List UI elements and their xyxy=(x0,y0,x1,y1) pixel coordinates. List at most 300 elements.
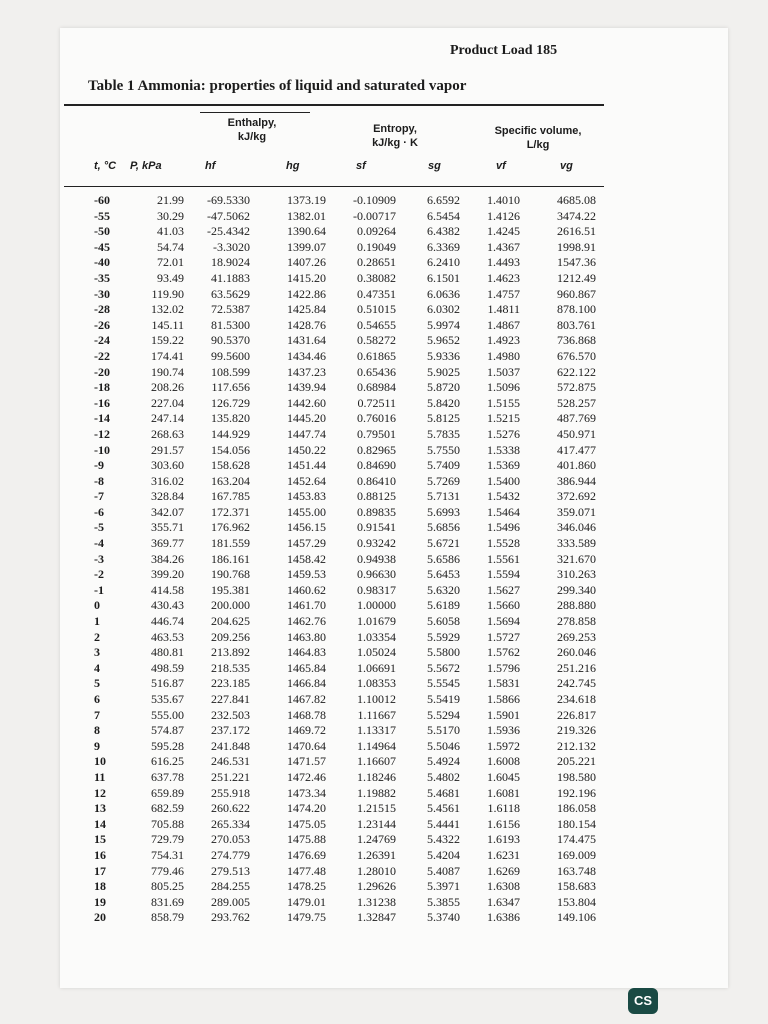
cell-vf: 1.4623 xyxy=(487,270,520,285)
table-row xyxy=(0,193,768,209)
cell-vg: 4685.08 xyxy=(557,193,596,207)
cell-p: 779.46 xyxy=(151,863,184,878)
cell-t: 2 xyxy=(94,629,100,644)
col-header-vg: vg xyxy=(560,160,573,172)
cell-sf: 1.10012 xyxy=(357,692,396,706)
cell-sf: 1.26391 xyxy=(357,847,396,862)
cell-sf: 0.91541 xyxy=(357,520,396,535)
cell-vf: 1.6193 xyxy=(487,832,520,847)
cell-sg: 5.4802 xyxy=(427,769,460,784)
cell-hg: 1475.05 xyxy=(287,816,326,831)
cell-hf: 289.005 xyxy=(211,894,250,909)
cell-hg: 1460.62 xyxy=(287,582,326,597)
cell-p: 463.53 xyxy=(151,629,184,644)
cell-p: 399.20 xyxy=(151,567,184,582)
cell-hf: 135.820 xyxy=(211,411,250,426)
cell-vg: 487.769 xyxy=(557,411,596,426)
table-row xyxy=(0,536,768,552)
table-row xyxy=(0,552,768,568)
cell-vf: 1.4367 xyxy=(487,239,520,254)
cell-p: 616.25 xyxy=(151,754,184,769)
cell-vg: 260.046 xyxy=(557,645,596,660)
cell-sf: 0.72511 xyxy=(357,395,396,410)
cell-sg: 5.6856 xyxy=(427,520,460,535)
cell-t: 6 xyxy=(94,692,100,706)
cell-sg: 5.5800 xyxy=(427,645,460,660)
cell-hg: 1437.23 xyxy=(287,364,326,379)
cell-sf: 0.65436 xyxy=(357,364,396,379)
table-row xyxy=(0,505,768,521)
cell-hf: 223.185 xyxy=(211,676,250,691)
cell-t: -24 xyxy=(94,333,110,348)
cell-t: -26 xyxy=(94,317,110,332)
cell-hf: -3.3020 xyxy=(213,239,250,254)
cell-sg: 6.1501 xyxy=(427,270,460,285)
table-body xyxy=(0,193,768,926)
cell-t: -8 xyxy=(94,473,104,488)
cell-vf: 1.5096 xyxy=(487,380,520,395)
cell-hg: 1475.88 xyxy=(287,832,326,847)
cell-hf: 190.768 xyxy=(211,567,250,582)
cell-p: 805.25 xyxy=(151,879,184,894)
cell-hf: 72.5387 xyxy=(211,302,250,317)
top-rule xyxy=(64,104,604,106)
volume-group-header xyxy=(478,124,598,152)
table-row xyxy=(0,411,768,427)
table-row xyxy=(0,895,768,911)
cell-p: 384.26 xyxy=(151,551,184,566)
cell-t: 17 xyxy=(94,863,106,878)
cell-t: 13 xyxy=(94,801,106,816)
cell-hg: 1474.20 xyxy=(287,801,326,816)
cell-sg: 5.8720 xyxy=(427,380,460,395)
table-row xyxy=(0,817,768,833)
cell-vg: 158.683 xyxy=(557,879,596,894)
cell-vg: 288.880 xyxy=(557,598,596,613)
cell-sf: 1.32847 xyxy=(357,910,396,925)
cell-t: -6 xyxy=(94,504,104,519)
cell-sf: 0.28651 xyxy=(357,255,396,270)
cell-sg: 5.7269 xyxy=(427,473,460,488)
cell-vf: 1.5561 xyxy=(487,551,520,566)
cell-vg: 572.875 xyxy=(557,380,596,395)
cell-hg: 1407.26 xyxy=(287,255,326,270)
cell-t: -9 xyxy=(94,458,104,473)
cell-hg: 1464.83 xyxy=(287,645,326,660)
cell-p: 480.81 xyxy=(151,645,184,660)
cell-hf: -25.4342 xyxy=(207,224,250,239)
cell-hf: 284.255 xyxy=(211,879,250,894)
cell-vf: 1.6308 xyxy=(487,879,520,894)
cell-sg: 5.4561 xyxy=(427,801,460,816)
cell-sf: 1.23144 xyxy=(357,816,396,831)
cell-sf: 1.18246 xyxy=(357,769,396,784)
cell-t: -1 xyxy=(94,582,104,597)
cell-vf: 1.4757 xyxy=(487,286,520,301)
table-row xyxy=(0,474,768,490)
cell-sg: 5.5419 xyxy=(427,692,460,706)
table-row xyxy=(0,520,768,536)
cell-t: 16 xyxy=(94,847,106,862)
cell-vg: 251.216 xyxy=(557,660,596,675)
cell-sg: 5.4441 xyxy=(427,816,460,831)
table-row xyxy=(0,271,768,287)
cell-vf: 1.6156 xyxy=(487,816,520,831)
cell-p: 516.87 xyxy=(151,676,184,691)
cell-vf: 1.5901 xyxy=(487,707,520,722)
enthalpy-group-header xyxy=(212,116,292,144)
cell-hg: 1452.64 xyxy=(287,473,326,488)
cell-p: 247.14 xyxy=(151,411,184,426)
cell-hf: 279.513 xyxy=(211,863,250,878)
cell-hf: 227.841 xyxy=(211,692,250,706)
cell-t: -28 xyxy=(94,302,110,317)
cell-vf: 1.4245 xyxy=(487,224,520,239)
cell-sg: 5.7131 xyxy=(427,489,460,504)
table-row xyxy=(0,458,768,474)
cell-hf: 270.053 xyxy=(211,832,250,847)
cell-vg: 878.100 xyxy=(557,302,596,317)
cell-sf: 0.58272 xyxy=(357,333,396,348)
cell-p: 268.63 xyxy=(151,426,184,441)
cell-hf: 108.599 xyxy=(211,364,250,379)
cell-sf: 0.19049 xyxy=(357,239,396,254)
cell-vg: 803.761 xyxy=(557,317,596,332)
cell-hf: 126.729 xyxy=(211,395,250,410)
cell-t: 19 xyxy=(94,894,106,909)
table-row xyxy=(0,287,768,303)
table-row xyxy=(0,380,768,396)
cell-sf: 0.61865 xyxy=(357,348,396,363)
cell-hg: 1470.64 xyxy=(287,738,326,753)
cell-sg: 5.9336 xyxy=(427,348,460,363)
cell-hf: 209.256 xyxy=(211,629,250,644)
cell-hf: 90.5370 xyxy=(211,333,250,348)
table-row xyxy=(0,427,768,443)
cell-p: 93.49 xyxy=(157,270,184,285)
cell-sg: 5.6453 xyxy=(427,567,460,582)
cell-t: -2 xyxy=(94,567,104,582)
entropy-unit: kJ/kg · K xyxy=(372,137,418,149)
cell-hf: 246.531 xyxy=(211,754,250,769)
cell-vg: 2616.51 xyxy=(557,224,596,239)
table-row xyxy=(0,910,768,926)
cell-sf: 0.68984 xyxy=(357,380,396,395)
table-row xyxy=(0,708,768,724)
cell-hf: 204.625 xyxy=(211,614,250,629)
cell-t: 0 xyxy=(94,598,100,613)
header-bottom-rule xyxy=(64,186,604,187)
cell-t: -18 xyxy=(94,380,110,395)
cell-hg: 1445.20 xyxy=(287,411,326,426)
cell-hg: 1434.46 xyxy=(287,348,326,363)
cell-hf: 167.785 xyxy=(211,489,250,504)
cell-vg: 180.154 xyxy=(557,816,596,831)
cell-vg: 205.221 xyxy=(557,754,596,769)
cell-hg: 1469.72 xyxy=(287,723,326,738)
cell-vg: 299.340 xyxy=(557,582,596,597)
cell-p: 190.74 xyxy=(151,364,184,379)
cell-vf: 1.4923 xyxy=(487,333,520,348)
cell-p: 119.90 xyxy=(151,286,184,301)
cell-hf: 63.5629 xyxy=(211,286,250,301)
table-row xyxy=(0,676,768,692)
cell-hf: 293.762 xyxy=(211,910,250,925)
cell-sf: 0.86410 xyxy=(357,473,396,488)
cell-hf: 117.656 xyxy=(211,380,250,395)
cell-vg: 450.971 xyxy=(557,426,596,441)
cell-hg: 1456.15 xyxy=(287,520,326,535)
cell-vf: 1.5694 xyxy=(487,614,520,629)
cell-sg: 5.7409 xyxy=(427,458,460,473)
cell-sg: 5.5170 xyxy=(427,723,460,738)
cell-sg: 6.6592 xyxy=(427,193,460,207)
cell-p: 145.11 xyxy=(151,317,184,332)
cell-p: 72.01 xyxy=(157,255,184,270)
cell-vg: 359.071 xyxy=(557,504,596,519)
cell-hg: 1463.80 xyxy=(287,629,326,644)
cell-t: -3 xyxy=(94,551,104,566)
cell-vf: 1.4126 xyxy=(487,208,520,223)
cell-sf: 0.76016 xyxy=(357,411,396,426)
cell-hf: 232.503 xyxy=(211,707,250,722)
cell-t: -45 xyxy=(94,239,110,254)
cell-hf: 81.5300 xyxy=(211,317,250,332)
cell-hg: 1465.84 xyxy=(287,660,326,675)
cell-sg: 5.6993 xyxy=(427,504,460,519)
cell-sg: 5.5672 xyxy=(427,660,460,675)
cell-hg: 1382.01 xyxy=(287,208,326,223)
cell-sf: 1.24769 xyxy=(357,832,396,847)
table-row xyxy=(0,365,768,381)
cell-hf: 186.161 xyxy=(211,551,250,566)
cell-t: 8 xyxy=(94,723,100,738)
cell-vf: 1.4811 xyxy=(487,302,520,317)
table-row xyxy=(0,645,768,661)
cell-sf: 1.00000 xyxy=(357,598,396,613)
cell-t: -12 xyxy=(94,426,110,441)
cell-vg: 346.046 xyxy=(557,520,596,535)
table-row xyxy=(0,333,768,349)
table-row xyxy=(0,489,768,505)
cell-sg: 5.4087 xyxy=(427,863,460,878)
cell-hg: 1459.53 xyxy=(287,567,326,582)
cell-sg: 5.6320 xyxy=(427,582,460,597)
cell-vf: 1.5155 xyxy=(487,395,520,410)
cell-hg: 1442.60 xyxy=(287,395,326,410)
cell-hg: 1455.00 xyxy=(287,504,326,519)
cell-t: 20 xyxy=(94,910,106,925)
cell-vf: 1.5400 xyxy=(487,473,520,488)
cell-vf: 1.5936 xyxy=(487,723,520,738)
cell-sf: 0.89835 xyxy=(357,504,396,519)
cell-vg: 333.589 xyxy=(557,536,596,551)
cell-sf: 1.08353 xyxy=(357,676,396,691)
cell-hg: 1415.20 xyxy=(287,270,326,285)
cell-p: 227.04 xyxy=(151,395,184,410)
cell-vg: 321.670 xyxy=(557,551,596,566)
cell-vg: 278.858 xyxy=(557,614,596,629)
cell-hf: 154.056 xyxy=(211,442,250,457)
cell-hg: 1425.84 xyxy=(287,302,326,317)
cell-hg: 1476.69 xyxy=(287,847,326,862)
cell-p: 729.79 xyxy=(151,832,184,847)
table-row xyxy=(0,770,768,786)
cell-p: 637.78 xyxy=(151,769,184,784)
cell-hg: 1471.57 xyxy=(287,754,326,769)
cell-hf: 237.172 xyxy=(211,723,250,738)
cell-p: 174.41 xyxy=(151,348,184,363)
cell-hg: 1477.48 xyxy=(287,863,326,878)
cell-t: 15 xyxy=(94,832,106,847)
entropy-group-header xyxy=(350,122,440,150)
cell-vf: 1.6269 xyxy=(487,863,520,878)
cell-sg: 6.2410 xyxy=(427,255,460,270)
cell-p: 414.58 xyxy=(151,582,184,597)
cell-hf: 18.9024 xyxy=(211,255,250,270)
cell-hg: 1431.64 xyxy=(287,333,326,348)
cell-vf: 1.5528 xyxy=(487,536,520,551)
cell-t: 10 xyxy=(94,754,106,769)
cell-sf: 1.14964 xyxy=(357,738,396,753)
table-row xyxy=(0,661,768,677)
cell-hf: 158.628 xyxy=(211,458,250,473)
cell-sg: 5.6189 xyxy=(427,598,460,613)
cell-sg: 5.5545 xyxy=(427,676,460,691)
cell-p: 291.57 xyxy=(151,442,184,457)
cell-sf: 1.19882 xyxy=(357,785,396,800)
cell-sf: 0.79501 xyxy=(357,426,396,441)
cell-hf: 265.334 xyxy=(211,816,250,831)
cell-hf: 181.559 xyxy=(211,536,250,551)
cell-sg: 5.3740 xyxy=(427,910,460,925)
cell-p: 555.00 xyxy=(151,707,184,722)
cell-t: 9 xyxy=(94,738,100,753)
cell-vg: 234.618 xyxy=(557,692,596,706)
cell-sg: 5.8125 xyxy=(427,411,460,426)
cell-sf: 1.21515 xyxy=(357,801,396,816)
volume-unit: L/kg xyxy=(526,139,550,151)
cell-vf: 1.5762 xyxy=(487,645,520,660)
cell-sf: 1.05024 xyxy=(357,645,396,660)
cell-vg: 149.106 xyxy=(557,910,596,925)
cell-sf: 1.31238 xyxy=(357,894,396,909)
cell-t: -14 xyxy=(94,411,110,426)
cell-sf: 1.29626 xyxy=(357,879,396,894)
volume-label: Specific volume, xyxy=(494,125,582,137)
cell-vg: 269.253 xyxy=(557,629,596,644)
cell-t: -20 xyxy=(94,364,110,379)
cell-p: 682.59 xyxy=(151,801,184,816)
cell-p: 595.28 xyxy=(151,738,184,753)
cell-sf: 1.16607 xyxy=(357,754,396,769)
enthalpy-label: Enthalpy, xyxy=(227,117,277,129)
cell-sg: 6.3369 xyxy=(427,239,460,254)
cell-hg: 1479.01 xyxy=(287,894,326,909)
cell-hf: 144.929 xyxy=(211,426,250,441)
cell-vg: 1998.91 xyxy=(557,239,596,254)
cell-p: 831.69 xyxy=(151,894,184,909)
table-row xyxy=(0,567,768,583)
cell-sf: 0.88125 xyxy=(357,489,396,504)
cell-sf: -0.00717 xyxy=(353,208,396,223)
cell-sg: 5.9025 xyxy=(427,364,460,379)
col-header-sg: sg xyxy=(428,160,441,172)
cell-t: -10 xyxy=(94,442,110,457)
camscanner-badge: CS xyxy=(628,988,658,1014)
cell-sf: 0.54655 xyxy=(357,317,396,332)
cell-sf: 1.13317 xyxy=(357,723,396,738)
cell-sf: 0.09264 xyxy=(357,224,396,239)
enthalpy-group-rule xyxy=(200,112,310,113)
table-row xyxy=(0,255,768,271)
cell-t: 3 xyxy=(94,645,100,660)
cell-vg: 676.570 xyxy=(557,348,596,363)
cell-sg: 5.9652 xyxy=(427,333,460,348)
cell-t: -60 xyxy=(94,193,110,207)
cell-sg: 5.8420 xyxy=(427,395,460,410)
col-header-hf: hf xyxy=(205,160,216,172)
cell-vg: 417.477 xyxy=(557,442,596,457)
cell-t: -40 xyxy=(94,255,110,270)
cell-sf: 0.94938 xyxy=(357,551,396,566)
cell-p: 159.22 xyxy=(151,333,184,348)
cell-vg: 1547.36 xyxy=(557,255,596,270)
cell-vf: 1.6231 xyxy=(487,847,520,862)
cell-sg: 5.4204 xyxy=(427,847,460,862)
cell-t: 7 xyxy=(94,707,100,722)
entropy-label: Entropy, xyxy=(373,123,417,135)
cell-p: 498.59 xyxy=(151,660,184,675)
table-row xyxy=(0,630,768,646)
cell-p: 208.26 xyxy=(151,380,184,395)
table-row xyxy=(0,786,768,802)
col-header-t: t, °C xyxy=(94,160,117,172)
cell-hg: 1399.07 xyxy=(287,239,326,254)
cell-sg: 6.5454 xyxy=(427,208,460,223)
cell-sf: 1.01679 xyxy=(357,614,396,629)
cell-hf: 99.5600 xyxy=(211,348,250,363)
cell-sg: 5.6586 xyxy=(427,551,460,566)
cell-p: 30.29 xyxy=(157,208,184,223)
enthalpy-unit: kJ/kg xyxy=(237,131,267,143)
table-row xyxy=(0,832,768,848)
cell-vf: 1.5866 xyxy=(487,692,520,706)
cell-vg: 169.009 xyxy=(557,847,596,862)
cell-p: 328.84 xyxy=(151,489,184,504)
cell-hf: 195.381 xyxy=(211,582,250,597)
cell-vg: 219.326 xyxy=(557,723,596,738)
cell-vf: 1.5831 xyxy=(487,676,520,691)
cell-vg: 310.263 xyxy=(557,567,596,582)
cell-p: 316.02 xyxy=(151,473,184,488)
running-head: Product Load 185 xyxy=(450,43,558,58)
table-row xyxy=(0,224,768,240)
cell-p: 54.74 xyxy=(157,239,184,254)
col-header-sf: sf xyxy=(356,160,366,172)
cell-p: 446.74 xyxy=(151,614,184,629)
table-row xyxy=(0,583,768,599)
cell-p: 754.31 xyxy=(151,847,184,862)
cell-vf: 1.5796 xyxy=(487,660,520,675)
cell-t: -50 xyxy=(94,224,110,239)
cell-t: 11 xyxy=(94,769,106,784)
cell-hf: 41.1883 xyxy=(211,270,250,285)
cell-hg: 1422.86 xyxy=(287,286,326,301)
cell-hf: 255.918 xyxy=(211,785,250,800)
cell-t: 18 xyxy=(94,879,106,894)
cell-vg: 386.944 xyxy=(557,473,596,488)
